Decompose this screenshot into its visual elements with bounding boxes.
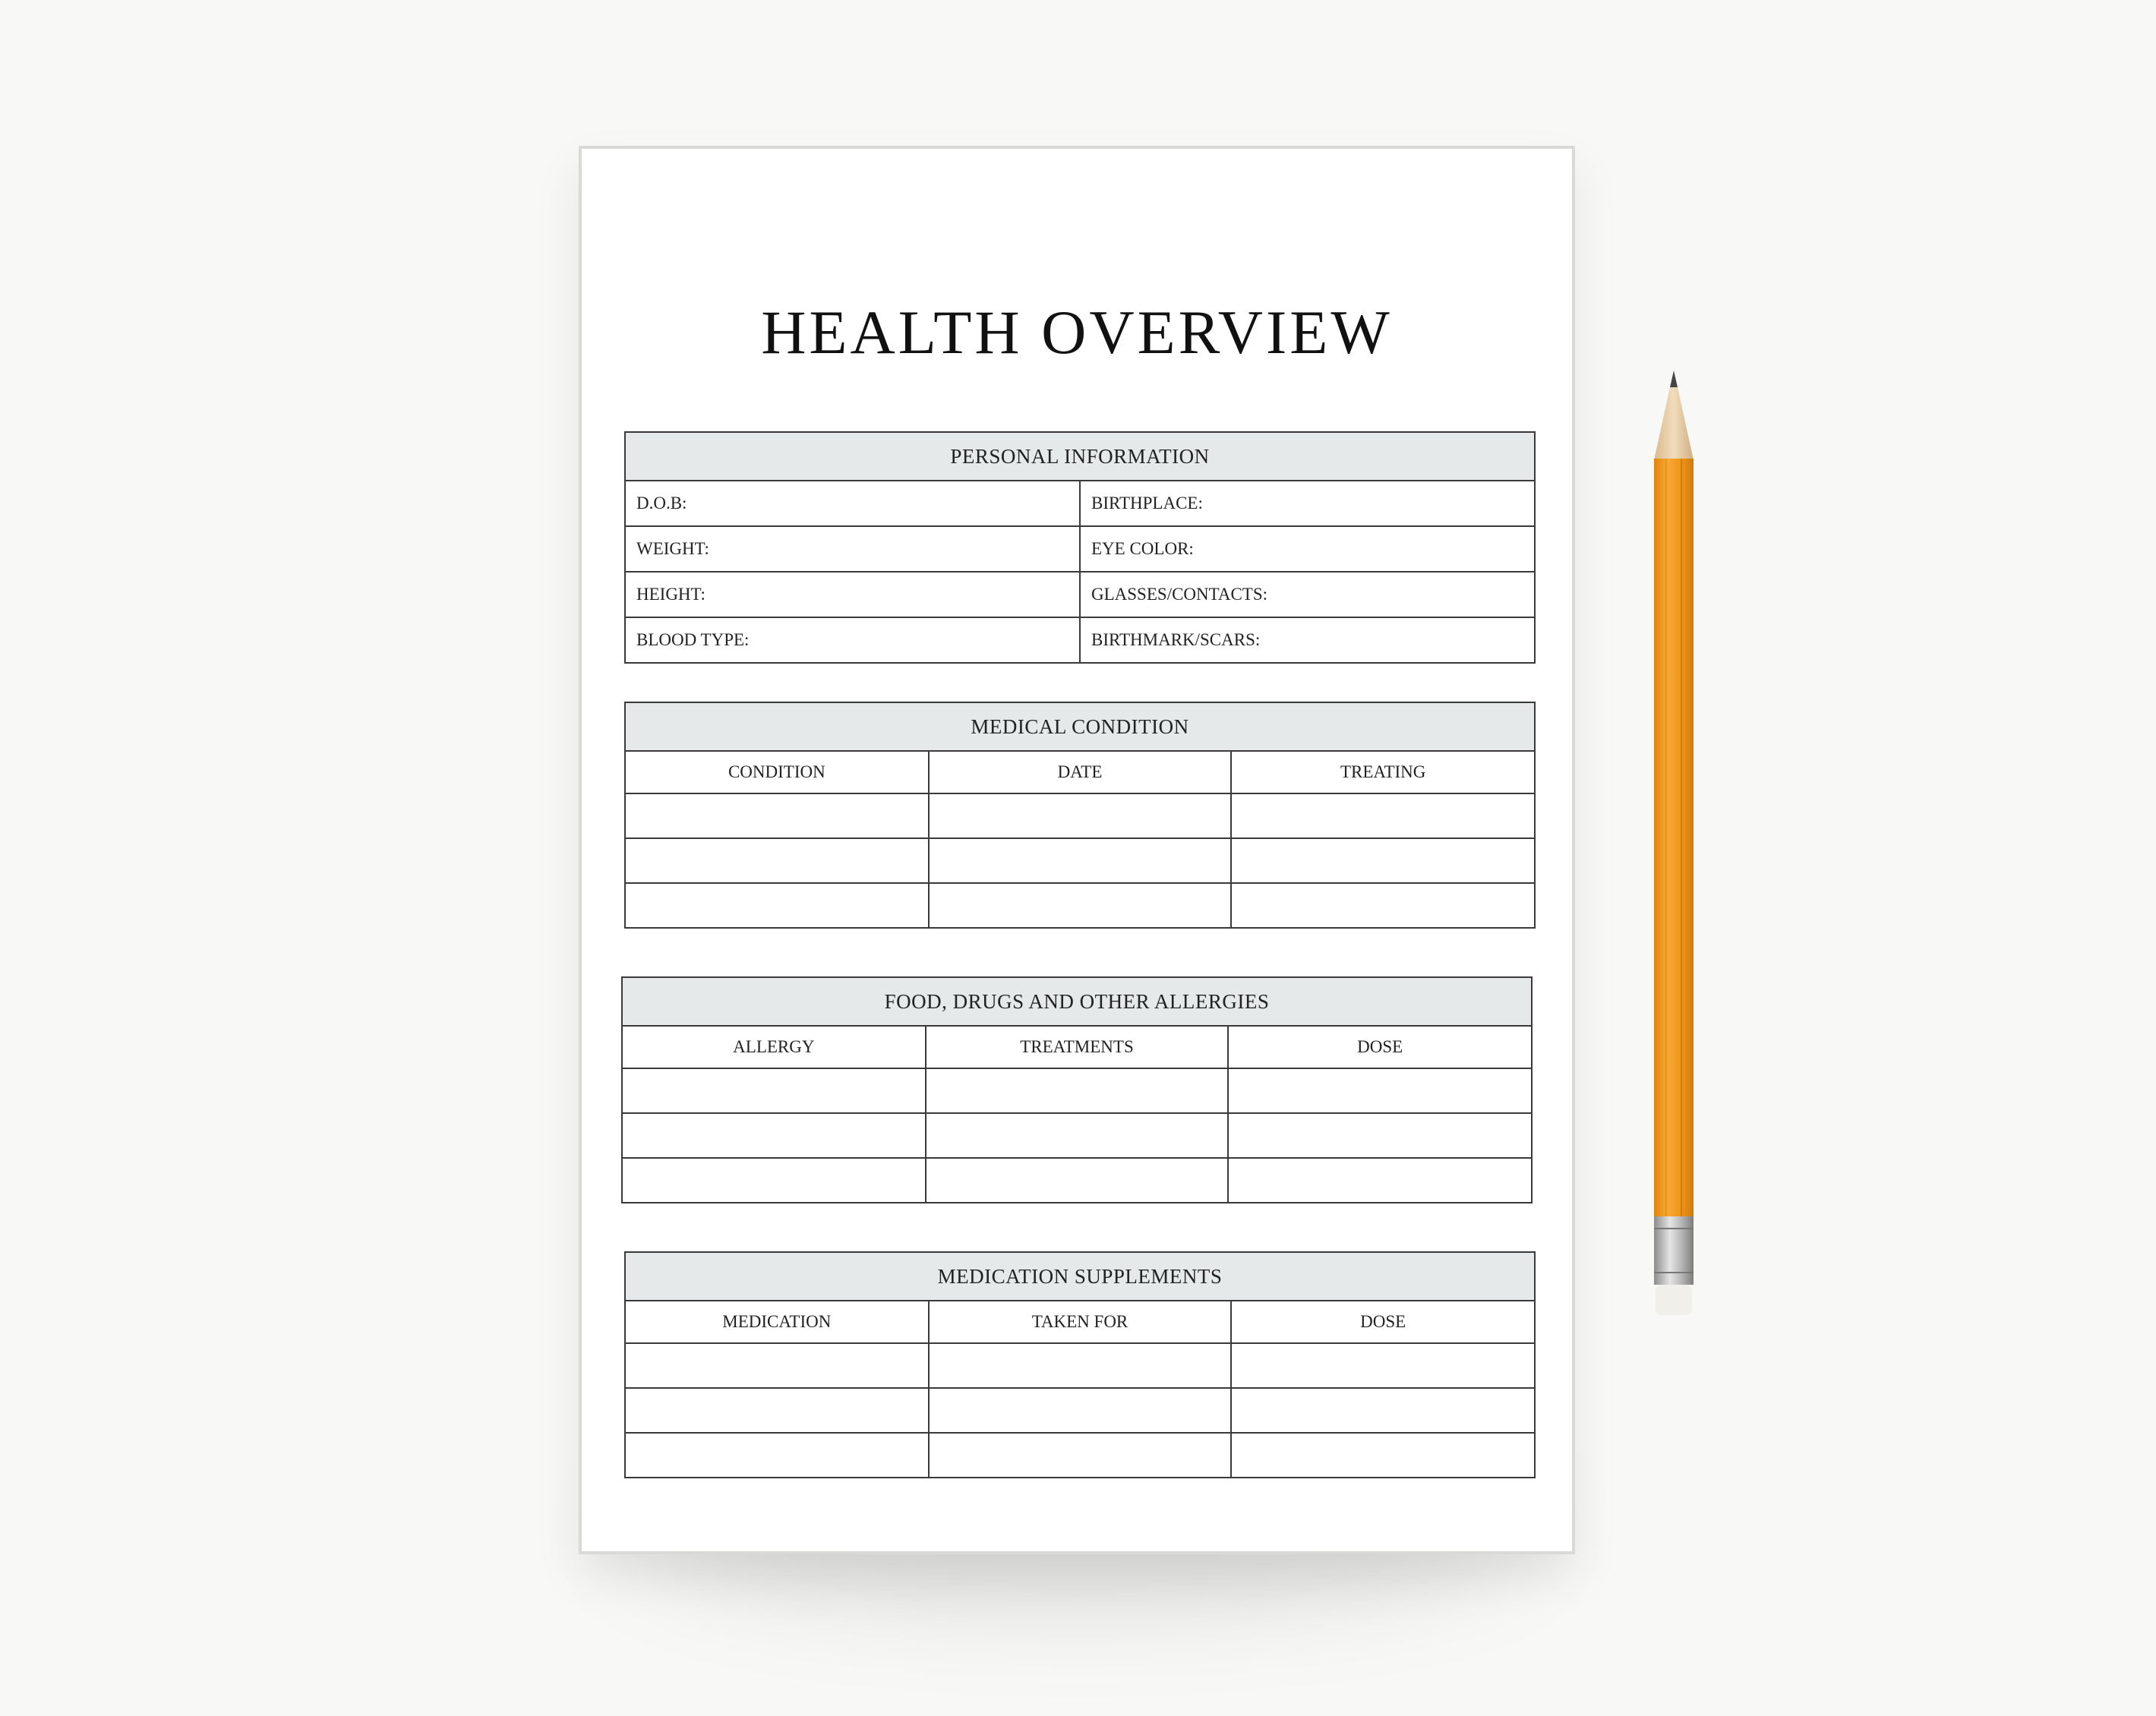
personal-information-table — [626, 481, 1534, 662]
blank-cell[interactable] — [623, 1158, 926, 1202]
glasses-contacts-field[interactable]: GLASSES/CONTACTS: — [1080, 572, 1534, 617]
table-header-row — [626, 1301, 1534, 1343]
blank-cell[interactable] — [1231, 883, 1534, 927]
column-header-treatments: TREATMENTS — [926, 1027, 1229, 1068]
blank-cell[interactable] — [1231, 1388, 1534, 1433]
blank-cell[interactable] — [626, 1343, 929, 1388]
birthplace-field[interactable]: BIRTHPLACE: — [1080, 481, 1534, 526]
height-field[interactable]: HEIGHT: — [626, 572, 1080, 617]
blank-cell[interactable] — [929, 838, 1232, 883]
allergies-header: FOOD, DRUGS AND OTHER ALLERGIES — [623, 978, 1531, 1027]
blank-cell[interactable] — [1228, 1158, 1531, 1202]
table-row — [626, 883, 1534, 927]
blank-cell[interactable] — [926, 1158, 1229, 1202]
eye-color-field[interactable]: EYE COLOR: — [1080, 526, 1534, 572]
table-row — [626, 1388, 1534, 1433]
blank-cell[interactable] — [1228, 1113, 1531, 1158]
blank-cell[interactable] — [926, 1068, 1229, 1113]
table-row — [623, 1068, 1531, 1113]
blank-cell[interactable] — [1231, 793, 1534, 838]
medical-condition-section — [624, 702, 1536, 929]
pencil-wood — [1654, 387, 1694, 460]
blank-cell[interactable] — [926, 1113, 1229, 1158]
column-header-condition: CONDITION — [626, 752, 929, 793]
table-row — [623, 1113, 1531, 1158]
allergies-table — [623, 1027, 1531, 1202]
blood-type-field[interactable]: BLOOD TYPE: — [626, 617, 1080, 662]
blank-cell[interactable] — [626, 1388, 929, 1433]
table-header-row — [623, 1027, 1531, 1068]
table-row — [626, 617, 1534, 662]
table-row — [626, 481, 1534, 526]
blank-cell[interactable] — [929, 793, 1232, 838]
blank-cell[interactable] — [1231, 1343, 1534, 1388]
blank-cell[interactable] — [1231, 1433, 1534, 1477]
column-header-medication: MEDICATION — [626, 1301, 929, 1343]
allergies-section — [621, 976, 1533, 1203]
weight-field[interactable]: WEIGHT: — [626, 526, 1080, 572]
blank-cell[interactable] — [929, 883, 1232, 927]
table-row — [626, 838, 1534, 883]
column-header-dose: DOSE — [1228, 1027, 1531, 1068]
blank-cell[interactable] — [626, 838, 929, 883]
medication-header: MEDICATION SUPPLEMENTS — [626, 1253, 1534, 1301]
pencil-body — [1654, 459, 1694, 1218]
blank-cell[interactable] — [1231, 838, 1534, 883]
health-overview-sheet — [579, 146, 1575, 1554]
column-header-allergy: ALLERGY — [623, 1027, 926, 1068]
table-row — [626, 1343, 1534, 1388]
medical-condition-header: MEDICAL CONDITION — [626, 703, 1534, 752]
table-header-row — [626, 752, 1534, 793]
medical-condition-table — [626, 752, 1534, 927]
table-row — [626, 526, 1534, 572]
column-header-dose: DOSE — [1231, 1301, 1534, 1343]
dob-field[interactable]: D.O.B: — [626, 481, 1080, 526]
table-row — [623, 1158, 1531, 1202]
medication-section — [624, 1251, 1536, 1478]
table-row — [626, 572, 1534, 617]
blank-cell[interactable] — [626, 793, 929, 838]
column-header-taken-for: TAKEN FOR — [929, 1301, 1232, 1343]
blank-cell[interactable] — [626, 883, 929, 927]
pencil-eraser — [1656, 1285, 1692, 1315]
birthmark-scars-field[interactable]: BIRTHMARK/SCARS: — [1080, 617, 1534, 662]
personal-information-section — [624, 431, 1536, 664]
blank-cell[interactable] — [623, 1113, 926, 1158]
blank-cell[interactable] — [929, 1343, 1232, 1388]
column-header-date: DATE — [929, 752, 1232, 793]
table-row — [626, 793, 1534, 838]
column-header-treating: TREATING — [1231, 752, 1534, 793]
blank-cell[interactable] — [626, 1433, 929, 1477]
pencil-graphite — [1670, 371, 1678, 387]
blank-cell[interactable] — [929, 1433, 1232, 1477]
page-title: HEALTH OVERVIEW — [761, 298, 1393, 367]
pencil-icon — [1651, 371, 1697, 1327]
personal-information-header: PERSONAL INFORMATION — [626, 433, 1534, 481]
blank-cell[interactable] — [623, 1068, 926, 1113]
blank-cell[interactable] — [929, 1388, 1232, 1433]
blank-cell[interactable] — [1228, 1068, 1531, 1113]
pencil-ferrule — [1654, 1216, 1694, 1285]
medication-table — [626, 1301, 1534, 1477]
table-row — [626, 1433, 1534, 1477]
